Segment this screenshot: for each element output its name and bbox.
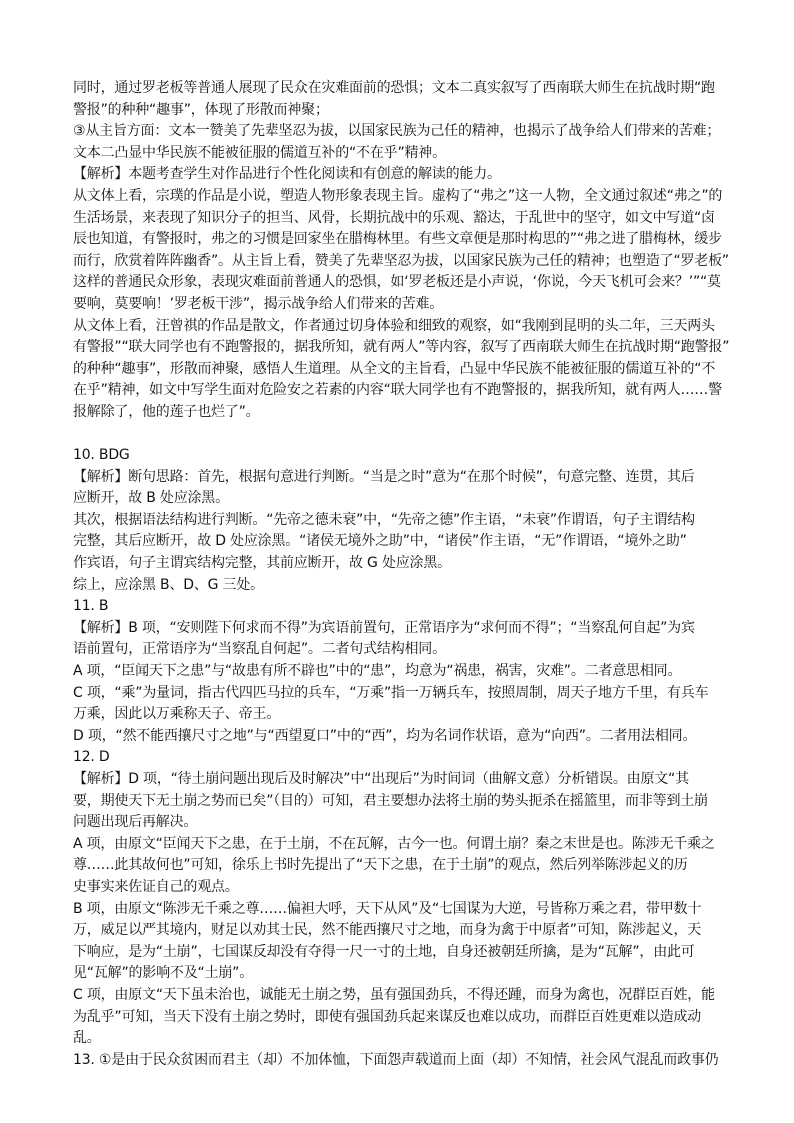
text-line: 问题出现后再解决。 — [73, 814, 198, 831]
text-line: 下响应，是为“土崩”，七国谋反却没有夺得一尺一寸的土地，自身还被朝廷所擒，是为“瓦解”，由此可 — [73, 943, 695, 960]
text-line: 有警报”“联大同学也有不跑警报的，据我所知，就有两人”等内容，叙写了西南联大师生在抗战时期“跑警报” — [73, 339, 730, 356]
text-line: C 项，“乘”为量词，指古代四匹马拉的兵车，“万乘”指一万辆兵车，按照周制，周天子地方千里，有兵车 — [73, 684, 709, 701]
text-line: 应断开，故 B 处应涂黑。 — [73, 490, 229, 507]
text-line: 综上，应涂黑 B、D、G 三处。 — [73, 576, 264, 593]
text-line: 警报”的种种“趣事”，体现了形散而神聚； — [73, 101, 329, 118]
text-line: 文本二凸显中华民族不能被征服的儒道互补的“不在乎”精神。 — [73, 144, 446, 161]
text-line: 报解除了，他的莲子也烂了”。 — [73, 403, 260, 420]
text-line: 语前置句，正常语序为“当察乱自何起”。二者句式结构相同。 — [73, 641, 446, 658]
text-line: 要，期使天下无土崩之势而已矣”（目的）可知，君主要想办法将土崩的势头扼杀在摇篮里，而非等到土崩 — [73, 792, 708, 809]
text-line: 同时，通过罗老板等普通人展现了民众在灾难面前的恐惧；文本二真实叙写了西南联大师生在抗战时期“跑 — [73, 80, 715, 96]
text-line: 【解析】D 项，“待土崩问题出现后及时解决”中“出现后”为时间词（曲解文意）分析错误。由原文“其 — [73, 771, 689, 787]
text-line: 而行，欣赏着阵阵幽香”。从主旨上看，赞美了先辈坚忍为拔，以国家民族为己任的精神；也塑造了“罗老板” — [73, 252, 729, 269]
document-page — [73, 78, 730, 1071]
text-line: 从文体上看，汪曾祺的作品是散文，作者通过切身体验和细致的观察，如“我刚到昆明的头二年，三天两头 — [73, 317, 715, 334]
text-line: 【解析】B 项，“安则陛下何求而不得”为宾语前置句，正常语序为“求何而不得”；“当察乱何自起”为宾 — [73, 619, 695, 636]
text-line: 这样的普通民众形象，表现灾难面前普通人的恐惧，如‘罗老板还是小声说，‘你说，今天飞机可会来？’”“莫 — [73, 274, 721, 291]
text-line: 的种种“趣事”，形散而神聚，感悟人生道理。从全文的主旨看，凸显中华民族不能被征服的儒道互补的“不 — [73, 360, 716, 377]
text-line: 在乎”精神，如文中写学生面对危险安之若素的内容“联大同学也有不跑警报的，据我所知，就有两人……警 — [73, 382, 722, 399]
text-line: A 项，由原文“臣闻天下之患，在于土崩，不在瓦解，古今一也。何谓土崩？秦之末世是也。陈涉无千乘之 — [73, 835, 715, 852]
text-line: A 项，“臣闻天下之患”与“故患有所不辟也”中的“患”，均意为“祸患，祸害，灾难”。二者意思相同。 — [73, 663, 682, 680]
text-line: 【解析】断句思路：首先，根据句意进行判断。“当是之时”意为“在那个时候”，句意完整、连贯，其后 — [73, 468, 695, 485]
text-line: 【解析】本题考查学生对作品进行个性化阅读和有创意的解读的能力。 — [73, 166, 501, 183]
text-line: 为乱乎”可知，当天下没有土崩之势时，即使有强国劲兵起来谋反也难以成功，而群臣百姓更难以造成动 — [73, 1008, 702, 1025]
text-line: B 项，由原文“陈涉无千乘之尊……偏袒大呼，天下从风”及“七国谋为大逆，号皆称万乘之君，带甲数十 — [73, 900, 702, 917]
text-line: C 项，由原文“天下虽未治也，诚能无土崩之势，虽有强国劲兵，不得还踵，而身为禽也，况群臣百姓，能 — [73, 986, 715, 1003]
question-number: 12. D — [73, 749, 110, 766]
text-line: 尊……此其故何也”可知，徐乐上书时先提出了“天下之患，在于土崩”的观点，然后列举陈涉起义的历 — [73, 857, 688, 874]
text-line: 辰也知道，有警报时，弗之的习惯是回家坐在腊梅林里。有些文章便是那时构思的”“弗之进了腊梅林，缓步 — [73, 231, 722, 248]
text-line: 万乘，因此以万乘称天子、帝王。 — [73, 706, 280, 723]
text-line: D 项，“然不能西攘尺寸之地”与“西望夏口”中的“西”，均为名词作状语，意为“向西”。二者用法相同。 — [73, 727, 697, 744]
blank-line — [73, 424, 723, 446]
question-number: 10. BDG — [73, 447, 130, 464]
text-line: 生活场景，来表现了知识分子的担当、风骨，长期抗战中的乐观、豁达，于乱世中的坚守，如文中写道“卤 — [73, 209, 715, 226]
text-line: 万，威足以严其境内，财足以劝其士民，然不能西攘尺寸之地，而身为禽于中原者”可知，陈涉起义，天 — [73, 922, 702, 939]
text-line: ③从主旨方面：文本一赞美了先辈坚忍为拔，以国家民族为己任的精神，也揭示了战争给人们带来的苦难； — [73, 123, 721, 140]
text-line: 作宾语，句子主谓宾结构完整，其前应断开，故 G 处应涂黑。 — [73, 555, 451, 572]
text-line: 13. ①是由于民众贫困而君主（却）不加体恤，下面怨声载道而上面（却）不知情，社会风气混乱而政事仍 — [73, 1051, 719, 1068]
text-line: 其次，根据语法结构进行判断。“先帝之德未衰”中，“先帝之德”作主语，“未衰”作谓语，句子主谓结构 — [73, 511, 695, 528]
text-line: 完整，其后应断开，故 D 处应涂黑。“诸侯无境外之助”中，“诸侯”作主语，“无”作谓语，“境外之助” — [73, 533, 687, 550]
text-line: 史事实来佐证自己的观点。 — [73, 878, 239, 895]
text-line: 乱。 — [73, 1030, 101, 1047]
text-line: 从文体上看，宗璞的作品是小说，塑造人物形象表现主旨。虚构了“弗之”这一人物，全文通过叙述“弗之”的 — [73, 187, 723, 204]
text-line: 见“瓦解”的影响不及“土崩”。 — [73, 965, 254, 982]
text-line: 要响，莫要响！’罗老板干涉”，揭示战争给人们带来的苦难。 — [73, 295, 444, 312]
question-number: 11. B — [73, 598, 109, 615]
